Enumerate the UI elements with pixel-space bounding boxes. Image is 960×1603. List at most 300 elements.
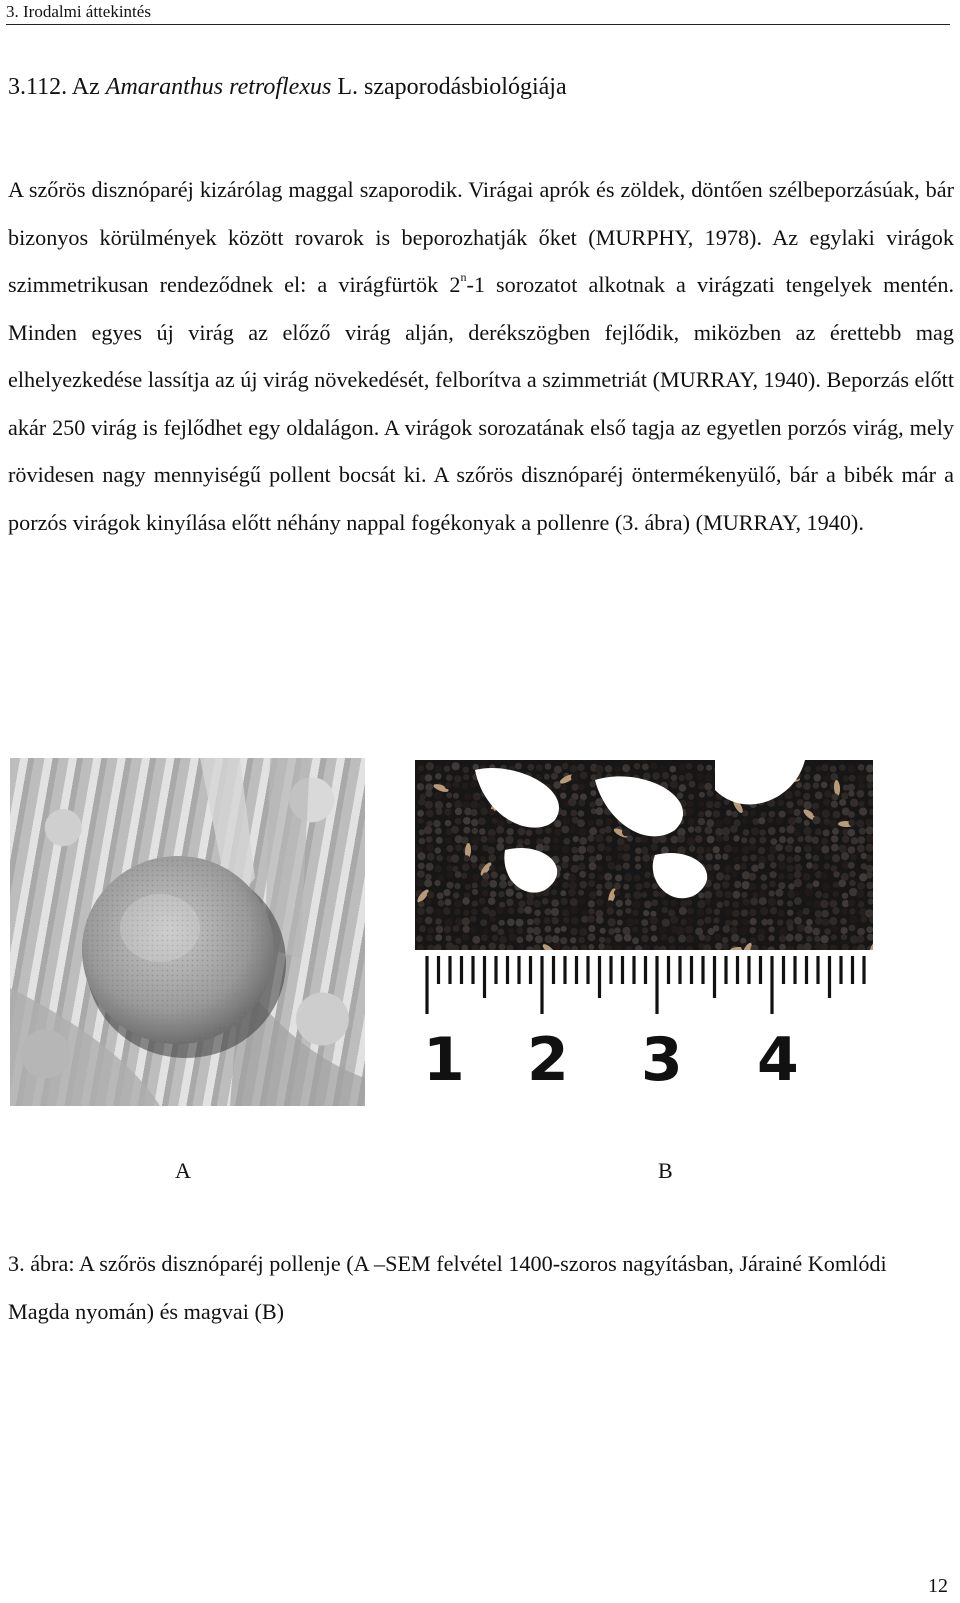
seed-dot xyxy=(679,784,687,792)
seed-dot xyxy=(797,799,804,806)
seed-dot xyxy=(508,907,515,914)
seed-dot xyxy=(570,765,578,773)
seed-dot xyxy=(462,897,469,904)
seeds-illustration xyxy=(415,760,873,1105)
seed-dot xyxy=(670,916,678,924)
seed-dot xyxy=(779,836,786,843)
seed-dot xyxy=(533,927,541,935)
seed-dot xyxy=(823,799,830,806)
seed-dot xyxy=(706,819,714,827)
seed-dot xyxy=(724,799,730,805)
seed-dot xyxy=(841,793,848,800)
seed-dot xyxy=(588,908,594,914)
seed-dot xyxy=(595,834,603,842)
seed-dot xyxy=(731,934,739,942)
seed-dot xyxy=(797,924,805,932)
seed-dot xyxy=(722,854,728,860)
seed-dot xyxy=(858,801,864,807)
seed-dot xyxy=(713,917,719,923)
seed-dot xyxy=(571,917,579,925)
seed-dot xyxy=(598,943,605,950)
seed-dot xyxy=(624,873,632,881)
seed-dot xyxy=(472,874,479,881)
section-prefix: Az xyxy=(71,74,100,100)
seed-dot xyxy=(606,900,614,908)
seed-dot xyxy=(560,793,566,799)
seed-dot xyxy=(803,801,811,809)
seed-dot xyxy=(571,865,579,873)
seed-dot xyxy=(433,820,441,828)
seed-dot xyxy=(697,846,705,854)
seed-dot xyxy=(717,902,724,909)
seed-dot xyxy=(545,827,552,834)
seed-dot xyxy=(435,773,441,779)
seed-dot xyxy=(794,891,800,897)
seed-dot xyxy=(841,852,849,860)
seed-dot xyxy=(733,891,741,899)
seed-dot xyxy=(553,781,561,789)
seed-dot xyxy=(786,934,794,942)
seed-dot xyxy=(515,763,522,770)
seed-dot xyxy=(777,854,785,862)
seed-dot xyxy=(830,773,838,781)
seed-dot xyxy=(659,891,666,898)
seed-dot xyxy=(608,928,615,935)
seed-dot xyxy=(445,837,452,844)
seed-dot xyxy=(713,864,720,871)
seed-dot xyxy=(544,774,550,780)
seed-dot xyxy=(707,790,714,797)
seed-dot xyxy=(447,872,453,878)
header-rule xyxy=(6,24,950,25)
seed-dot xyxy=(444,766,450,772)
seed-dot xyxy=(716,872,724,880)
seed-dot xyxy=(715,819,723,827)
seed-dot xyxy=(730,825,738,833)
seed-dot xyxy=(482,890,489,897)
seed-dot xyxy=(788,817,796,825)
seed-dot xyxy=(596,773,602,779)
seed-dot xyxy=(779,944,786,951)
seed-dot xyxy=(481,879,489,887)
seed-dot xyxy=(797,910,803,916)
seed-dot xyxy=(489,854,497,862)
seed-dot xyxy=(866,872,873,879)
seed-dot xyxy=(464,793,471,800)
seed-dot xyxy=(642,764,649,771)
seed-dot xyxy=(731,847,738,854)
seed-dot xyxy=(734,864,740,870)
seed-dot xyxy=(463,926,470,933)
seed-dot xyxy=(822,883,830,891)
seed-dot xyxy=(833,882,839,888)
seed-dot xyxy=(704,783,712,791)
seed-dot xyxy=(849,925,856,932)
seed-dot xyxy=(651,935,658,942)
seed-dot xyxy=(856,890,864,898)
seed-dot xyxy=(851,837,858,844)
seed-dot xyxy=(849,888,857,896)
seed-dot xyxy=(644,862,650,868)
seed-dot xyxy=(437,892,444,899)
seed-dot xyxy=(697,909,705,917)
seed-dot xyxy=(498,891,504,897)
seed-dot xyxy=(451,826,459,834)
seed-dot xyxy=(676,927,684,935)
seed-dot xyxy=(857,882,865,890)
seed-dot xyxy=(824,774,832,782)
seed-dot xyxy=(698,800,705,807)
seed-dot xyxy=(492,935,499,942)
seed-dot xyxy=(775,844,783,852)
seed-dot xyxy=(841,908,847,914)
seed-dot xyxy=(426,863,434,871)
seed-dot xyxy=(841,934,847,940)
seed-dot xyxy=(848,862,855,869)
seed-dot xyxy=(560,890,566,896)
seed-dot xyxy=(659,764,666,771)
seed-dot xyxy=(759,897,767,905)
seed-dot xyxy=(713,810,720,817)
seed-dot xyxy=(779,811,786,818)
seed-dot xyxy=(734,881,741,888)
seed-dot xyxy=(608,862,616,870)
seed-dot xyxy=(417,783,424,790)
seed-dot xyxy=(479,828,486,835)
seed-dot xyxy=(454,900,462,908)
seed-dot xyxy=(787,808,793,814)
seed-dot xyxy=(644,882,651,889)
seed-dot xyxy=(806,936,812,942)
seed-dot xyxy=(770,871,777,878)
seed-dot xyxy=(553,838,559,844)
seed-dot xyxy=(686,763,692,769)
seed-dot xyxy=(579,837,587,845)
seed-dot xyxy=(787,890,795,898)
seed-dot xyxy=(499,944,506,951)
seed-dot xyxy=(704,917,711,924)
seed-dot xyxy=(436,855,443,862)
seed-dot xyxy=(580,772,588,780)
seed-dot xyxy=(418,818,424,824)
figure-label-b: B xyxy=(658,1158,673,1183)
seed-dot xyxy=(595,765,603,773)
seed-dot xyxy=(842,835,850,843)
seed-dot xyxy=(426,836,433,843)
seed-dot xyxy=(732,910,739,917)
seed-dot xyxy=(777,800,784,807)
seed-dot xyxy=(562,763,569,770)
seed-dot xyxy=(589,856,596,863)
seed-dot xyxy=(641,919,648,926)
seed-dot xyxy=(741,837,747,843)
seed-dot xyxy=(446,792,452,798)
seed-dot xyxy=(426,844,434,852)
seed-dot xyxy=(705,847,711,853)
seed-dot xyxy=(481,836,488,843)
seed-dot xyxy=(499,880,507,888)
seed-dot xyxy=(480,919,487,926)
seed-dot xyxy=(435,934,442,941)
seed-dot xyxy=(606,836,613,843)
seed-dot xyxy=(779,928,787,936)
seed-dot xyxy=(821,910,829,918)
seed-dot xyxy=(803,793,810,800)
seed-dot xyxy=(578,855,584,861)
seed-dot xyxy=(569,827,576,834)
seed-dot xyxy=(472,901,478,907)
seed-dot xyxy=(833,871,839,877)
seed-dot xyxy=(436,837,443,844)
seed-dot xyxy=(658,926,666,934)
seed-dot xyxy=(706,908,713,915)
seed-dot xyxy=(686,917,693,924)
seed-dot xyxy=(473,793,481,801)
seed-dot xyxy=(699,934,706,941)
seed-dot xyxy=(471,781,477,787)
seed-dot xyxy=(462,934,469,941)
seed-dot xyxy=(804,925,812,933)
seed-dot xyxy=(706,801,714,809)
seed-dot xyxy=(833,811,841,819)
seed-dot xyxy=(455,938,461,944)
seed-dot xyxy=(715,943,722,950)
seed-dot xyxy=(622,927,630,935)
seed-dot xyxy=(552,935,560,943)
seed-dot xyxy=(470,855,477,862)
seed-dot xyxy=(778,882,785,889)
seed-dot xyxy=(488,835,496,843)
seed-dot xyxy=(418,798,425,805)
seed-dot xyxy=(723,925,731,933)
seed-dot xyxy=(716,836,723,843)
seed-dot xyxy=(733,835,739,841)
seed-dot xyxy=(832,891,838,897)
seed-dot xyxy=(624,934,632,942)
seed-dot xyxy=(867,782,873,788)
seed-dot xyxy=(622,764,630,772)
seed-dot xyxy=(787,873,794,880)
seed-dot xyxy=(730,927,737,934)
seed-dot xyxy=(823,829,830,836)
pollen-grain-illustration xyxy=(10,758,365,1106)
seed-dot xyxy=(795,846,802,853)
seed-dot xyxy=(471,909,477,915)
seed-dot xyxy=(599,828,605,834)
seed-dot xyxy=(616,900,623,907)
seed-dot xyxy=(454,775,461,782)
section-number: 3.112. xyxy=(8,74,68,100)
seed-dot xyxy=(488,809,495,816)
seed-dot xyxy=(588,944,594,950)
seed-dot xyxy=(472,882,478,888)
seed-dot xyxy=(605,881,613,889)
seed-dot xyxy=(563,838,570,845)
seed-dot xyxy=(794,829,801,836)
seed-dot xyxy=(587,915,595,923)
seed-dot xyxy=(831,865,838,872)
seed-dot xyxy=(788,883,794,889)
seed-dot xyxy=(590,781,596,787)
seed-dot xyxy=(572,855,579,862)
seed-dot xyxy=(633,891,641,899)
seed-dot xyxy=(635,856,641,862)
seed-dot xyxy=(840,918,847,925)
seed-dot xyxy=(761,883,768,890)
seed-dot xyxy=(596,854,602,860)
seed-dot xyxy=(643,773,651,781)
seed-dot xyxy=(545,763,552,770)
seed-dot xyxy=(570,937,576,943)
seed-dot xyxy=(722,881,729,888)
seed-dot xyxy=(568,874,576,882)
seed-dot xyxy=(677,835,685,843)
seed-dot xyxy=(506,889,514,897)
seed-dot xyxy=(678,935,686,943)
seed-dot xyxy=(560,937,567,944)
seed-dot xyxy=(527,764,534,771)
seed-dot xyxy=(824,790,832,798)
seed-dot xyxy=(496,907,503,914)
seed-dot xyxy=(470,916,477,923)
seed-dot xyxy=(697,855,703,861)
seed-dot xyxy=(516,919,524,927)
seed-dot xyxy=(839,764,846,771)
seed-dot xyxy=(848,899,855,906)
seed-dot xyxy=(752,892,758,898)
seed-dot xyxy=(848,829,856,837)
seed-dot xyxy=(490,891,497,898)
seed-dot xyxy=(688,818,695,825)
seed-dot xyxy=(849,880,855,886)
seed-dot xyxy=(742,918,749,925)
seed-dot xyxy=(568,889,576,897)
seed-dot xyxy=(472,845,478,851)
seed-dot xyxy=(857,935,865,943)
seed-dot xyxy=(830,900,838,908)
seed-dot xyxy=(551,899,559,907)
seed-dot xyxy=(787,925,793,931)
seed-dot xyxy=(622,853,630,861)
seed-dot xyxy=(832,828,839,835)
seed-dot xyxy=(578,846,586,854)
seed-dot xyxy=(623,844,631,852)
seed-dot xyxy=(507,828,514,835)
seed-dot xyxy=(578,898,585,905)
seed-dot xyxy=(589,873,596,880)
seed-dot xyxy=(491,871,498,878)
seed-dot xyxy=(757,934,765,942)
seed-dot xyxy=(749,873,757,881)
seed-dot xyxy=(697,764,704,771)
seed-dot xyxy=(471,801,479,809)
seed-dot xyxy=(838,880,846,888)
page-number: 12 xyxy=(928,1575,948,1597)
seed-dot xyxy=(419,838,426,845)
seed-dot xyxy=(595,798,603,806)
seed-dot xyxy=(453,892,459,898)
seed-dot xyxy=(742,818,749,825)
seed-dot xyxy=(425,783,433,791)
seed-dot xyxy=(741,892,747,898)
seed-dot xyxy=(536,764,543,771)
seed-dot xyxy=(427,891,434,898)
seed-dot xyxy=(542,898,549,905)
seed-dot xyxy=(820,872,827,879)
seed-dot xyxy=(455,818,462,825)
seed-dot xyxy=(642,854,650,862)
seed-dot xyxy=(847,784,855,792)
seed-dot xyxy=(803,873,811,881)
seed-dot xyxy=(715,934,721,940)
seed-dot xyxy=(769,926,775,932)
seed-dot xyxy=(815,917,823,925)
seed-dot xyxy=(705,898,711,904)
seed-dot xyxy=(561,784,567,790)
seed-dot xyxy=(534,910,541,917)
seed-dot xyxy=(777,919,783,925)
seed-dot xyxy=(489,865,495,871)
seed-dot xyxy=(813,809,821,817)
seed-dot xyxy=(815,828,822,835)
seed-dot xyxy=(470,927,476,933)
seed-dot xyxy=(517,907,524,914)
seed-dot xyxy=(562,882,569,889)
seed-dot xyxy=(487,847,495,855)
seed-dot xyxy=(596,865,602,871)
seed-dot xyxy=(848,846,856,854)
seed-dot xyxy=(438,900,445,907)
seed-dot xyxy=(596,899,603,906)
seed-dot xyxy=(577,764,584,771)
seed-dot xyxy=(839,845,847,853)
seed-dot xyxy=(794,917,802,925)
seed-dot xyxy=(742,898,749,905)
seed-dot xyxy=(533,900,540,907)
seed-dot xyxy=(751,827,759,835)
seed-dot xyxy=(454,800,462,808)
seed-dot xyxy=(806,919,813,926)
seed-dot xyxy=(816,765,822,771)
seed-dot xyxy=(698,783,705,790)
seed-dot xyxy=(463,774,469,780)
seed-dot xyxy=(445,899,452,906)
seed-dot xyxy=(463,767,469,773)
seed-dot xyxy=(517,936,524,943)
seed-dot xyxy=(480,856,487,863)
seed-dot xyxy=(418,765,424,771)
seed-dot xyxy=(443,889,450,896)
seed-dot xyxy=(526,898,533,905)
seed-dot xyxy=(758,817,765,824)
seed-dot xyxy=(732,901,739,908)
seed-dot xyxy=(597,843,605,851)
seed-dot xyxy=(518,900,525,907)
seed-dot xyxy=(821,782,828,789)
seed-dot xyxy=(686,808,694,816)
seed-dot xyxy=(579,928,587,936)
seed-dot xyxy=(650,916,658,924)
seed-dot xyxy=(543,845,550,852)
seed-dot xyxy=(804,774,810,780)
seed-dot xyxy=(499,920,505,926)
seed-dot xyxy=(455,844,462,851)
seed-dot xyxy=(671,775,677,781)
seed-dot xyxy=(669,766,676,773)
seed-dot xyxy=(848,811,855,818)
seed-dot xyxy=(426,821,432,827)
seed-dot xyxy=(596,916,604,924)
